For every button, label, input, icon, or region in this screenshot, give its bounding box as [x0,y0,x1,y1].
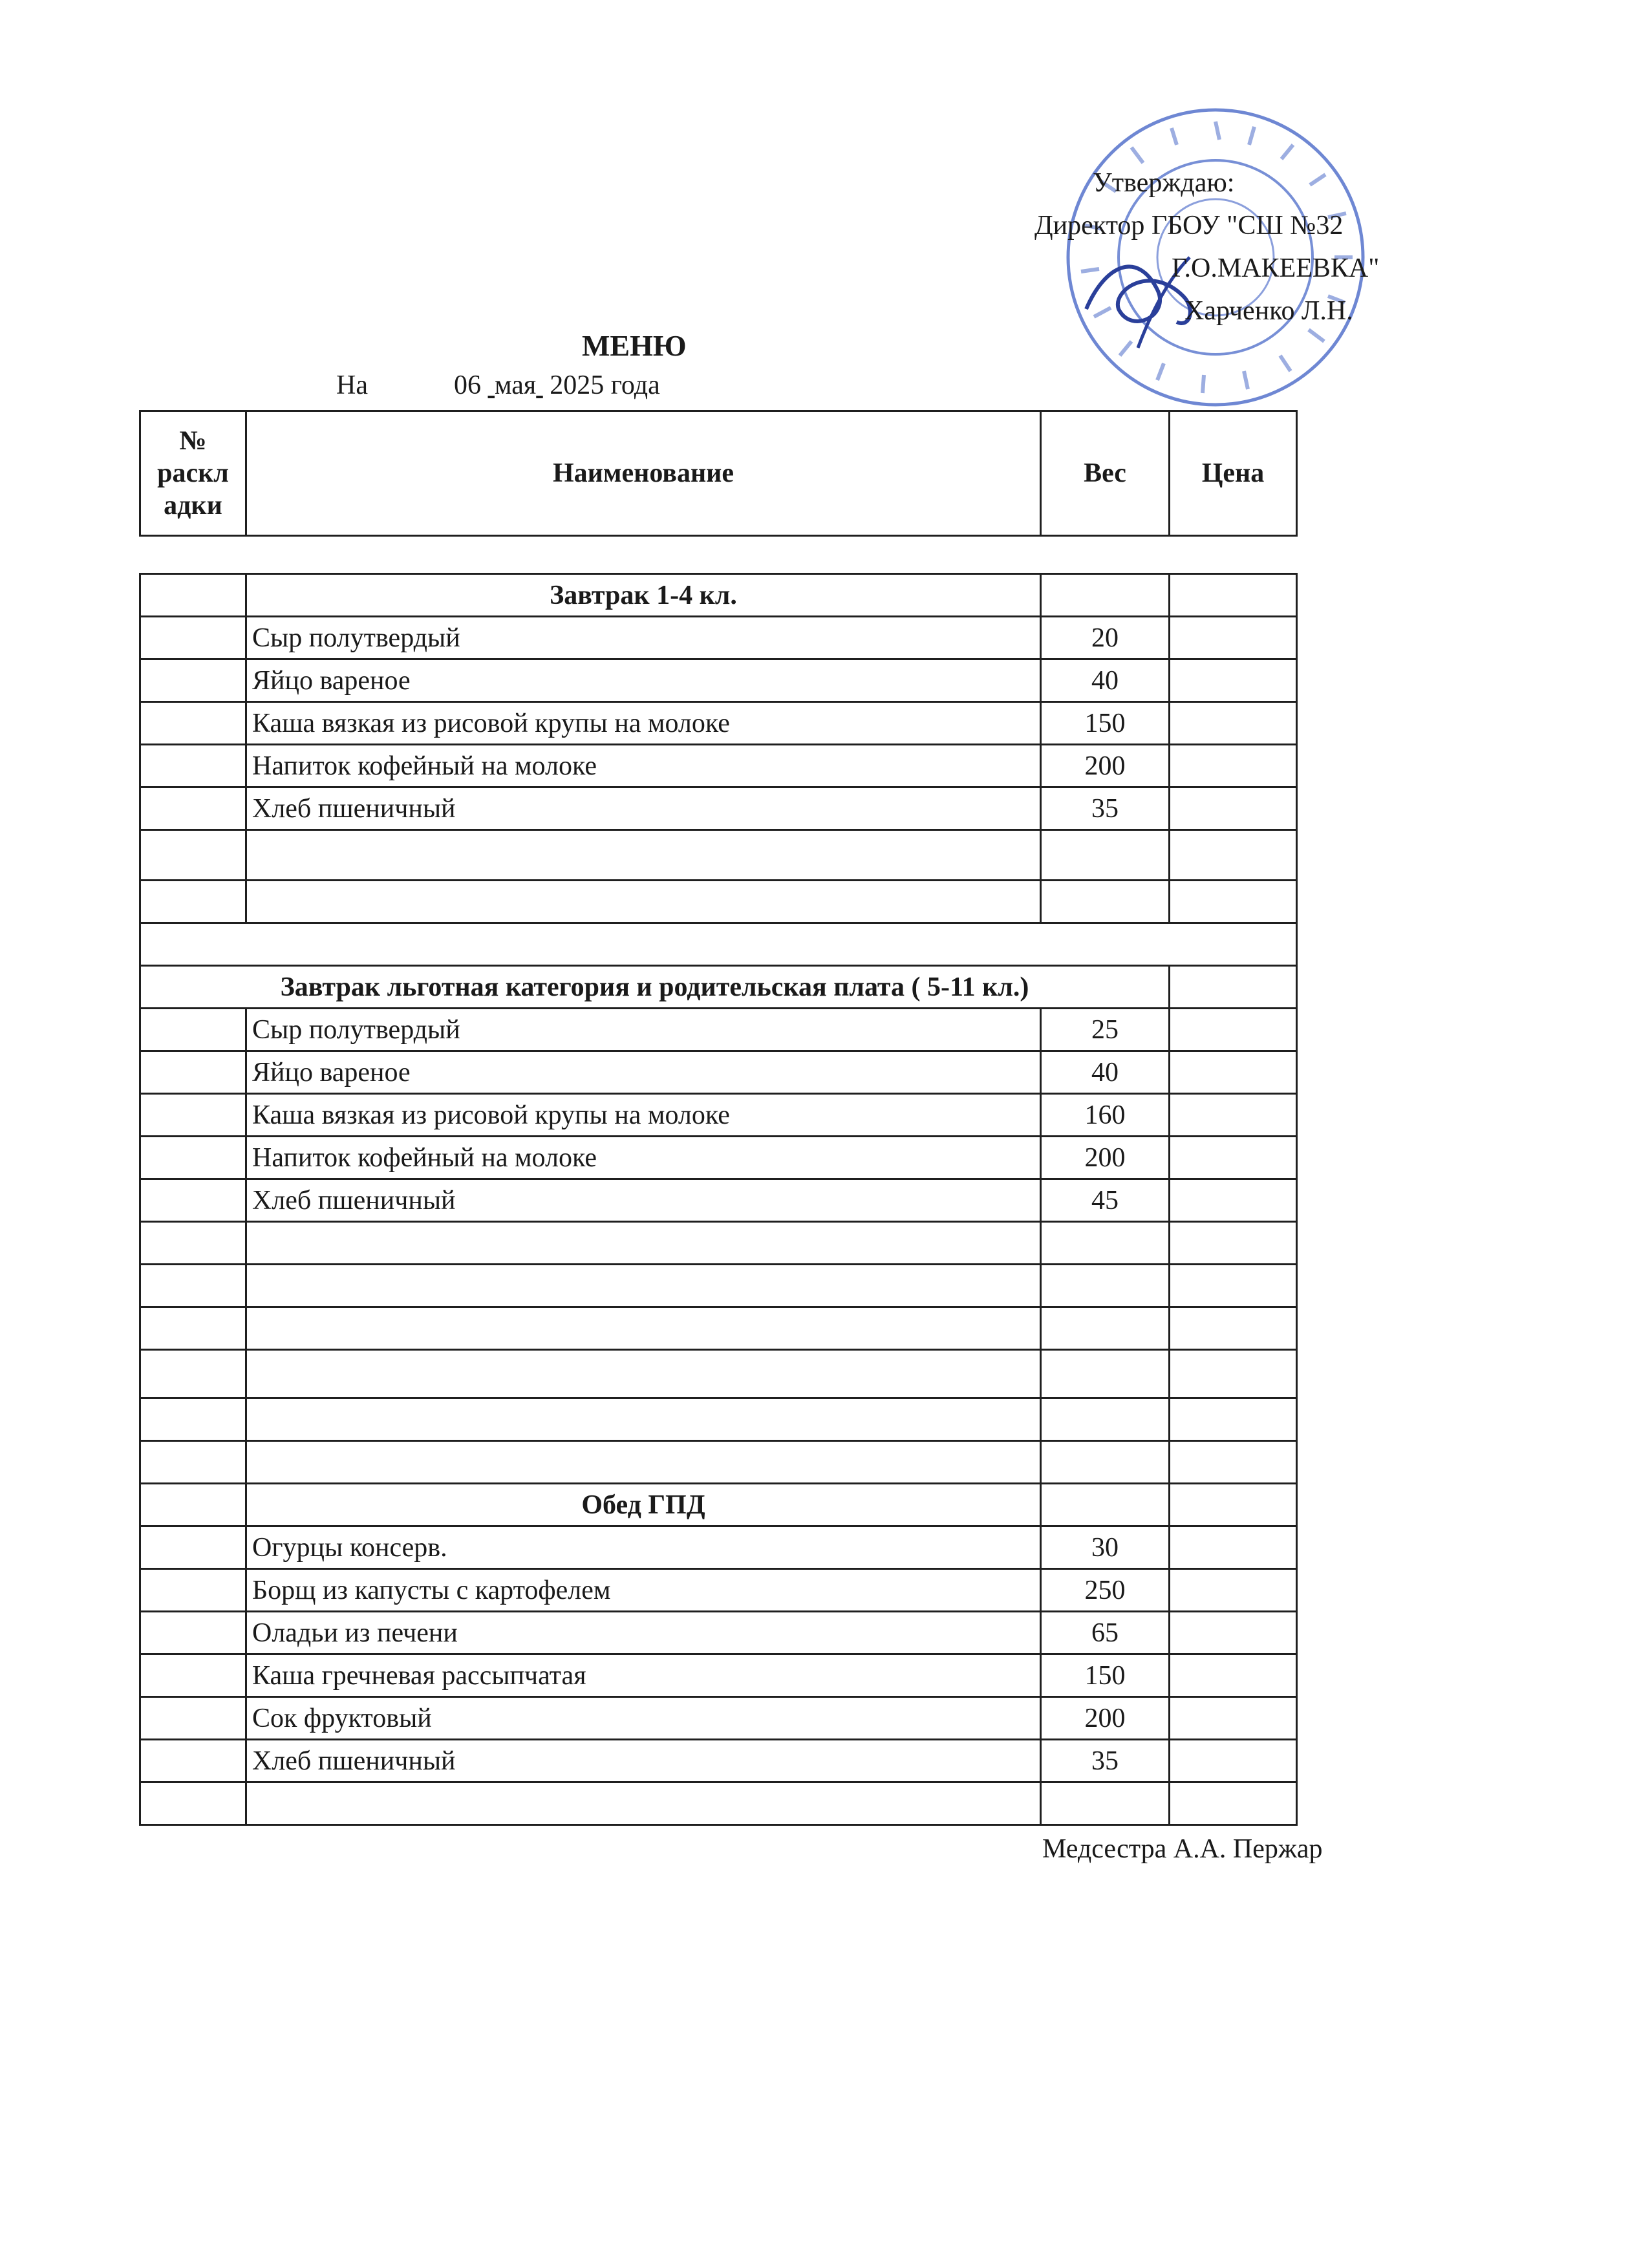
table-row [140,1009,1297,1051]
dish-name: Борщ из капусты с картофелем [246,1569,1041,1612]
table-row [140,617,1297,659]
section-title-breakfast-5-11: Завтрак льготная категория и родительская плата ( 5-11 кл.) [140,966,1170,1009]
table-row [140,1654,1297,1697]
dish-weight: 35 [1041,1740,1170,1782]
table-row [140,1612,1297,1654]
empty-row [140,1782,1297,1825]
empty-row [140,1350,1297,1398]
section-row [140,574,1297,617]
dish-weight: 40 [1041,659,1170,702]
dish-weight: 40 [1041,1051,1170,1094]
dish-weight: 25 [1041,1009,1170,1051]
dish-name: Огурцы консерв. [246,1526,1041,1569]
dish-weight: 30 [1041,1526,1170,1569]
menu-header-table [139,410,1298,537]
dish-weight: 250 [1041,1569,1170,1612]
dish-weight: 200 [1041,745,1170,787]
table-row [140,1179,1297,1222]
dish-name: Хлеб пшеничный [246,1179,1041,1222]
dish-name: Хлеб пшеничный [246,787,1041,830]
dish-weight: 45 [1041,1179,1170,1222]
empty-row [140,881,1297,923]
dish-weight: 35 [1041,787,1170,830]
dish-name: Яйцо вареное [246,659,1041,702]
empty-row [140,1265,1297,1307]
table-row [140,1051,1297,1094]
menu-date [336,370,660,401]
dish-name: Яйцо вареное [246,1051,1041,1094]
table-row [140,787,1297,830]
date-month: мая [494,370,537,400]
dish-name: Сыр полутвердый [246,617,1041,659]
director-name: Харченко Л.Н. [1184,296,1353,326]
nurse-signature: Медсестра А.А. Пержар [1042,1834,1323,1864]
separator-row [140,923,1297,966]
approval-label: Утверждаю: [1093,168,1235,198]
dish-name: Каша вязкая из рисовой крупы на молоке [246,702,1041,745]
dish-name: Сок фруктовый [246,1697,1041,1740]
table-row [140,702,1297,745]
dish-name: Сыр полутвердый [246,1009,1041,1051]
dish-weight: 160 [1041,1094,1170,1137]
menu-table [139,573,1298,1826]
empty-row [140,1398,1297,1441]
dish-weight: 200 [1041,1697,1170,1740]
dish-name: Каша вязкая из рисовой крупы на молоке [246,1094,1041,1137]
dish-name: Каша гречневая рассыпчатая [246,1654,1041,1697]
header-layout-number: № раскл адки [140,411,246,536]
section-row [140,1484,1297,1526]
table-row [140,1697,1297,1740]
empty-row [140,830,1297,881]
date-day: 06 [453,370,481,400]
dish-weight: 65 [1041,1612,1170,1654]
section-title-lunch: Обед ГПД [246,1484,1041,1526]
section-row [140,966,1297,1009]
menu-title: МЕНЮ [582,329,687,362]
empty-row [140,1441,1297,1484]
date-year: 2025 года [550,370,660,400]
header-weight: Вес [1041,411,1170,536]
section-title-breakfast-1-4: Завтрак 1-4 кл. [246,574,1041,617]
director-city: Г.О.МАКЕЕВКА" [1172,253,1380,283]
header-price: Цена [1170,411,1297,536]
date-prefix: На [336,370,368,400]
approval-block [1034,162,1448,332]
dish-name: Напиток кофейный на молоке [246,745,1041,787]
dish-name: Напиток кофейный на молоке [246,1137,1041,1179]
table-row [140,1526,1297,1569]
table-row [140,1569,1297,1612]
dish-weight: 20 [1041,617,1170,659]
table-row [140,1094,1297,1137]
table-row [140,1740,1297,1782]
empty-row [140,1307,1297,1350]
table-row [140,1137,1297,1179]
table-row [140,745,1297,787]
dish-weight: 150 [1041,1654,1170,1697]
dish-weight: 200 [1041,1137,1170,1179]
dish-name: Хлеб пшеничный [246,1740,1041,1782]
empty-row [140,1222,1297,1265]
header-name: Наименование [246,411,1041,536]
director-title: Директор ГБОУ "СШ №32 [1034,211,1344,241]
table-row [140,659,1297,702]
dish-weight: 150 [1041,702,1170,745]
dish-name: Оладьи из печени [246,1612,1041,1654]
